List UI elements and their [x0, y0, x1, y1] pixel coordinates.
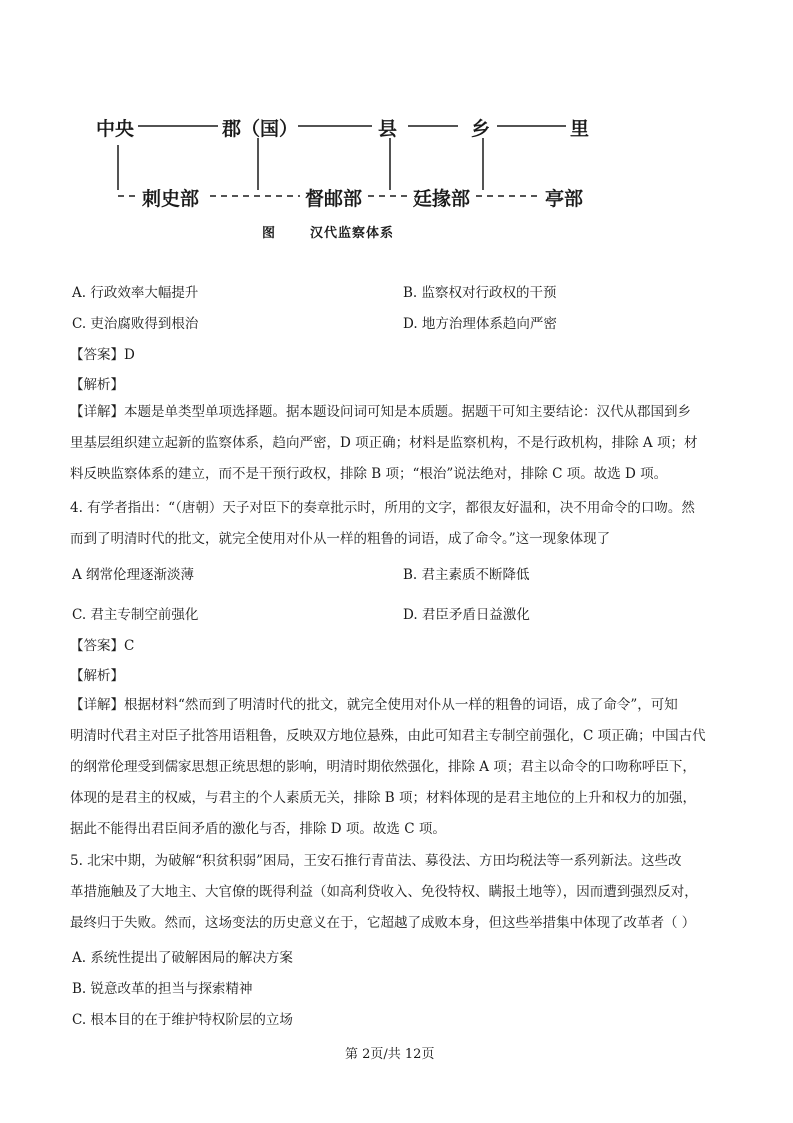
q3-detail — [70, 402, 697, 495]
q4-detail-line: 【详解】根据材料“然而到了明清时代的批文，就完全使用对仆从一样的粗鲁的词语，成了命令”，可知 — [70, 697, 678, 713]
q3-detail-line: 里基层组织建立起新的监察体系，趋向严密，D 项正确；材料是监察机构，不是行政机构，排除 A 项；材 — [70, 435, 698, 451]
node-postal-inspector: 督邮部 — [305, 188, 363, 210]
q3-option-a: A. 行政效率大幅提升 — [72, 285, 199, 301]
q4-detail-line: 的纲常伦理受到儒家思想正统思想的影响，明清时期依然强化，排除 A 项；君主以命令的口吻称呼臣下， — [70, 759, 696, 775]
q3-detail-line: 【详解】本题是单类型单项选择题。据本题设问词可知是本质题。据题干可知主要结论：汉代从郡国到乡 — [70, 404, 691, 420]
q4-option-d: D. 君臣矛盾日益激化 — [403, 607, 530, 623]
q4-stem — [70, 498, 695, 560]
q3-option-c: C. 吏治腐败得到根治 — [72, 316, 199, 332]
q5-stem-line: 5. 北宋中期，为破解“积贫积弱”困局，王安石推行青苗法、募役法、方田均税法等一系列新法。这些改 — [70, 853, 682, 869]
node-commandery: 郡（国） — [222, 118, 299, 140]
node-township: 乡 — [471, 118, 491, 140]
q3-answer: 【答案】D — [70, 347, 135, 363]
caption-label: 图 — [262, 226, 277, 241]
q3-analysis-label: 【解析】 — [70, 377, 124, 393]
q5-option-a: A. 系统性提出了破解困局的解决方案 — [72, 950, 293, 966]
q4-detail — [70, 695, 706, 850]
q4-option-a: A 纲常伦理逐渐淡薄 — [72, 567, 195, 583]
q3-detail-line: 料反映监察体系的建立，而不是干预行政权，排除 B 项；“根治”说法绝对，排除 C 项。故选 D 项。 — [70, 466, 668, 482]
caption-title: 汉代监察体系 — [310, 226, 395, 241]
q5-stem — [70, 851, 698, 944]
q5-stem-line: 革措施触及了大地主、大官僚的既得利益（如高利贷收入、免役特权、瞒报土地等），因而遭到强烈反对， — [70, 884, 698, 900]
node-inspector: 刺史部 — [142, 188, 200, 210]
q4-option-c: C. 君主专制空前强化 — [72, 607, 199, 623]
q4-detail-line: 明清时代君主对臣子批答用语粗鲁，反映双方地位悬殊，由此可知君主专制空前强化，C 项正确；中国古代 — [70, 728, 706, 744]
node-village: 里 — [570, 118, 590, 140]
q5-stem-line: 最终归于失败。然而，这场变法的历史意义在于，它超越了成败本身，但这些举措集中体现了改革者（ ） — [70, 915, 696, 931]
q5-option-c: C. 根本目的在于维护特权阶层的立场 — [72, 1012, 293, 1028]
q3-option-d: D. 地方治理体系趋向严密 — [403, 316, 557, 332]
q3-option-b: B. 监察权对行政权的干预 — [403, 285, 557, 301]
q4-analysis-label: 【解析】 — [70, 668, 124, 684]
node-pavilion: 亭部 — [545, 188, 584, 210]
q4-stem-line: 4. 有学者指出：“（唐朝）天子对臣下的奏章批示时，所用的文字，都很友好温和，决不用命令的口吻。然 — [70, 500, 695, 516]
q4-answer: 【答案】C — [70, 638, 135, 654]
node-county: 县 — [378, 118, 398, 140]
page-footer: 第 2页/共 12页 — [345, 1047, 435, 1062]
node-center: 中央 — [96, 118, 135, 140]
q4-stem-line: 而到了明清时代的批文，就完全使用对仆从一样的粗鲁的词语，成了命令。”这一现象体现了 — [70, 531, 611, 547]
q4-detail-line: 据此不能得出君臣间矛盾的激化与否，排除 D 项。故选 C 项。 — [70, 821, 446, 837]
q4-detail-line: 体现的是君主的权威，与君主的个人素质无关，排除 B 项；材料体现的是君主地位的上升和权力的加强， — [70, 790, 697, 806]
q5-option-b: B. 锐意改革的担当与探索精神 — [72, 981, 253, 997]
q4-option-b: B. 君主素质不断降低 — [403, 567, 530, 583]
node-court-clerk: 廷掾部 — [413, 188, 471, 210]
